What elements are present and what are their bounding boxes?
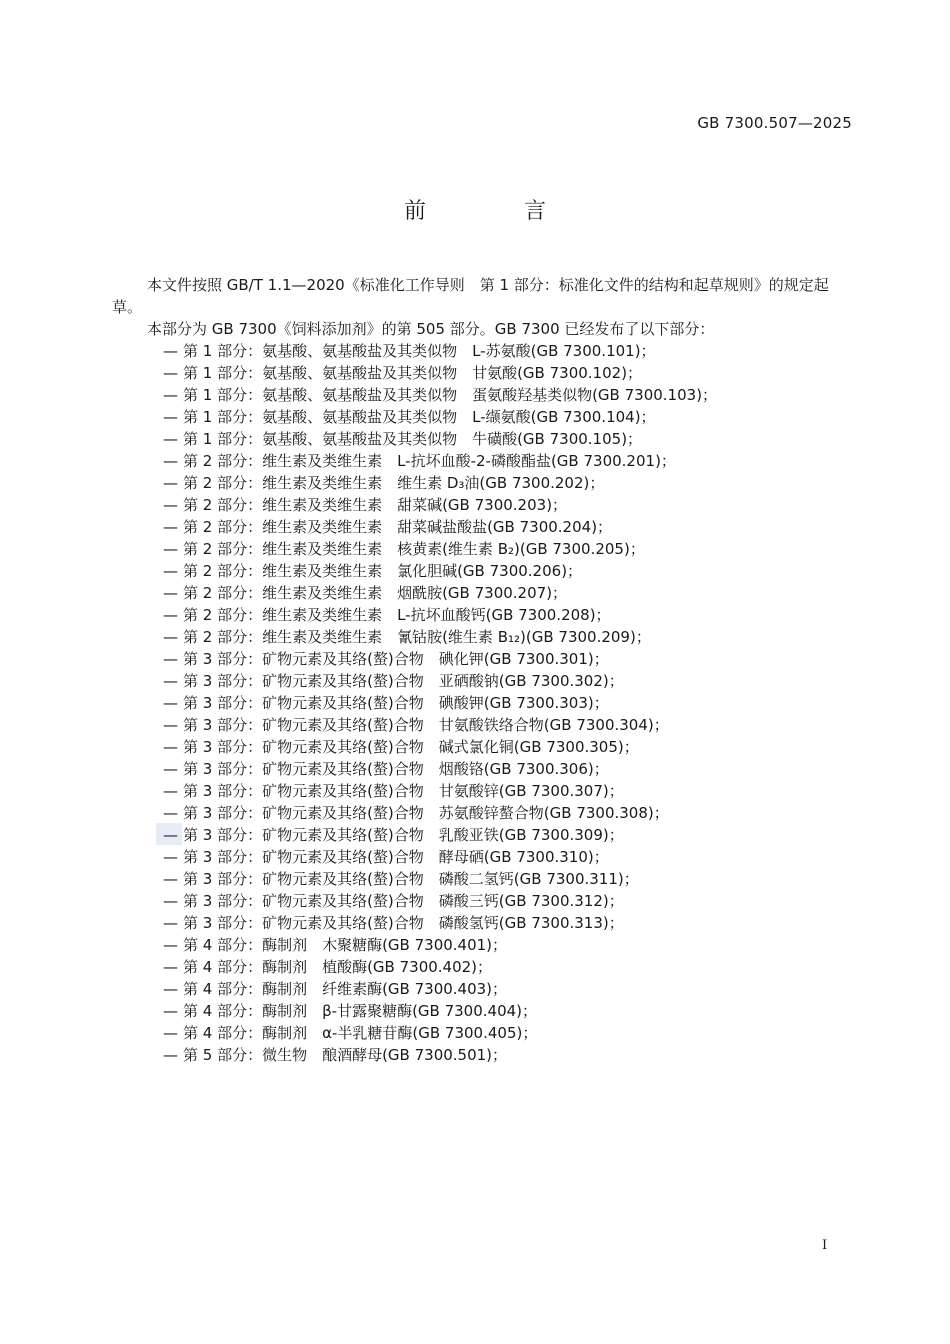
- list-item-text: 第 3 部分：矿物元素及其络(螯)合物 甘氨酸铁络合物(GB 7300.304)；: [183, 716, 669, 734]
- intro-paragraph-1: 本文件按照 GB/T 1.1—2020《标准化工作导则 第 1 部分：标准化文件的结构和起草规则》的规定起草。: [112, 276, 829, 316]
- list-dash: —: [163, 760, 178, 778]
- foreword-body: [112, 274, 840, 1066]
- list-dash: —: [163, 826, 178, 844]
- list-item: [112, 604, 840, 626]
- list-item-text: 第 3 部分：矿物元素及其络(螯)合物 乳酸亚铁(GB 7300.309)；: [183, 826, 624, 844]
- list-dash: —: [163, 694, 178, 712]
- list-dash: —: [163, 1046, 178, 1064]
- list-item-text: 第 2 部分：维生素及类维生素 L-抗坏血酸-2-磷酸酯盐(GB 7300.201)；: [183, 452, 676, 470]
- list-item-text: 第 5 部分：微生物 酿酒酵母(GB 7300.501)；: [183, 1046, 508, 1064]
- list-dash: —: [163, 474, 178, 492]
- list-item-text: 第 2 部分：维生素及类维生素 氰钴胺(维生素 B₁₂)(GB 7300.209)；: [183, 628, 651, 646]
- list-dash: —: [163, 496, 178, 514]
- list-item-text: 第 2 部分：维生素及类维生素 L-抗坏血酸钙(GB 7300.208)；: [183, 606, 611, 624]
- list-item: [112, 626, 840, 648]
- list-dash: —: [163, 782, 178, 800]
- list-dash: —: [163, 958, 178, 976]
- list-dash: —: [163, 1002, 178, 1020]
- standard-code: GB 7300.507—2025: [697, 114, 852, 132]
- list-item: [112, 516, 840, 538]
- list-item-text: 第 3 部分：矿物元素及其络(螯)合物 甘氨酸锌(GB 7300.307)；: [183, 782, 624, 800]
- list-item-text: 第 2 部分：维生素及类维生素 核黄素(维生素 B₂)(GB 7300.205)；: [183, 540, 645, 558]
- list-item: [112, 560, 840, 582]
- list-item-text: 第 2 部分：维生素及类维生素 甜菜碱盐酸盐(GB 7300.204)；: [183, 518, 613, 536]
- intro-paragraph-2: 本部分为 GB 7300《饲料添加剂》的第 505 部分。GB 7300 已经发布了以下部分：: [147, 320, 715, 338]
- list-item-text: 第 4 部分：酶制剂 α-半乳糖苷酶(GB 7300.405)；: [183, 1024, 538, 1042]
- list-dash: —: [163, 408, 178, 426]
- list-dash: —: [163, 1024, 178, 1042]
- list-dash: —: [163, 870, 178, 888]
- list-item: [112, 736, 840, 758]
- list-item-text: 第 3 部分：矿物元素及其络(螯)合物 磷酸氢钙(GB 7300.313)；: [183, 914, 624, 932]
- list-item-text: 第 4 部分：酶制剂 木聚糖酶(GB 7300.401)；: [183, 936, 508, 954]
- list-item: [112, 912, 840, 934]
- list-item: [112, 956, 840, 978]
- list-item: [112, 1022, 840, 1044]
- list-dash: —: [163, 386, 178, 404]
- list-item-text: 第 3 部分：矿物元素及其络(螯)合物 磷酸三钙(GB 7300.312)；: [183, 892, 624, 910]
- list-item: [112, 428, 840, 450]
- list-item-text: 第 3 部分：矿物元素及其络(螯)合物 碘酸钾(GB 7300.303)；: [183, 694, 609, 712]
- list-dash: —: [163, 672, 178, 690]
- list-item-text: 第 3 部分：矿物元素及其络(螯)合物 酵母硒(GB 7300.310)；: [183, 848, 609, 866]
- list-item-text: 第 1 部分：氨基酸、氨基酸盐及其类似物 甘氨酸(GB 7300.102)；: [183, 364, 643, 382]
- page-number: I: [822, 1238, 828, 1253]
- list-item-text: 第 3 部分：矿物元素及其络(螯)合物 碘化钾(GB 7300.301)；: [183, 650, 609, 668]
- list-item-text: 第 3 部分：矿物元素及其络(螯)合物 碱式氯化铜(GB 7300.305)；: [183, 738, 639, 756]
- list-item-text: 第 1 部分：氨基酸、氨基酸盐及其类似物 牛磺酸(GB 7300.105)；: [183, 430, 643, 448]
- list-item: [112, 648, 840, 670]
- list-item-text: 第 3 部分：矿物元素及其络(螯)合物 磷酸二氢钙(GB 7300.311)；: [183, 870, 639, 888]
- list-item-text: 第 4 部分：酶制剂 β-甘露聚糖酶(GB 7300.404)；: [183, 1002, 538, 1020]
- list-item: [112, 868, 840, 890]
- list-item: [112, 1044, 840, 1066]
- list-dash: —: [163, 892, 178, 910]
- list-item-text: 第 4 部分：酶制剂 植酸酶(GB 7300.402)；: [183, 958, 493, 976]
- list-item: [112, 582, 840, 604]
- list-dash: —: [163, 540, 178, 558]
- list-item: [112, 824, 840, 846]
- list-item: [112, 494, 840, 516]
- list-item: [112, 846, 840, 868]
- list-item: [112, 450, 840, 472]
- list-item: [112, 406, 840, 428]
- list-dash: —: [163, 936, 178, 954]
- list-dash: —: [163, 980, 178, 998]
- list-item: [112, 758, 840, 780]
- list-item: [112, 340, 840, 362]
- list-dash: —: [163, 848, 178, 866]
- list-dash: —: [163, 364, 178, 382]
- list-item: [112, 384, 840, 406]
- list-dash: —: [163, 804, 178, 822]
- list-item: [112, 670, 840, 692]
- list-item-text: 第 1 部分：氨基酸、氨基酸盐及其类似物 L-缬氨酸(GB 7300.104)；: [183, 408, 656, 426]
- page-title: 前 言: [403, 199, 584, 224]
- list-dash: —: [163, 518, 178, 536]
- list-item: [112, 978, 840, 1000]
- list-item: [112, 890, 840, 912]
- list-dash: —: [163, 562, 178, 580]
- list-item: [112, 692, 840, 714]
- list-item-text: 第 3 部分：矿物元素及其络(螯)合物 烟酸铬(GB 7300.306)；: [183, 760, 609, 778]
- list-dash: —: [163, 738, 178, 756]
- list-dash: —: [163, 606, 178, 624]
- list-item: [112, 802, 840, 824]
- list-item: [112, 472, 840, 494]
- list-item: [112, 538, 840, 560]
- list-item-text: 第 4 部分：酶制剂 纤维素酶(GB 7300.403)；: [183, 980, 508, 998]
- list-dash: —: [163, 584, 178, 602]
- list-dash: —: [163, 452, 178, 470]
- list-item: [112, 714, 840, 736]
- list-item: [112, 1000, 840, 1022]
- list-dash: —: [163, 914, 178, 932]
- list-dash: —: [163, 650, 178, 668]
- list-item-text: 第 1 部分：氨基酸、氨基酸盐及其类似物 蛋氨酸羟基类似物(GB 7300.103)；: [183, 386, 718, 404]
- parts-list: [112, 340, 840, 1066]
- list-dash: —: [163, 430, 178, 448]
- list-item-text: 第 3 部分：矿物元素及其络(螯)合物 苏氨酸锌螯合物(GB 7300.308)；: [183, 804, 669, 822]
- list-item-text: 第 1 部分：氨基酸、氨基酸盐及其类似物 L-苏氨酸(GB 7300.101)；: [183, 342, 656, 360]
- list-item: [112, 780, 840, 802]
- list-item: [112, 934, 840, 956]
- list-item-text: 第 3 部分：矿物元素及其络(螯)合物 亚硒酸钠(GB 7300.302)；: [183, 672, 624, 690]
- list-dash: —: [163, 716, 178, 734]
- list-item-text: 第 2 部分：维生素及类维生素 甜菜碱(GB 7300.203)；: [183, 496, 568, 514]
- list-item-text: 第 2 部分：维生素及类维生素 维生素 D₃油(GB 7300.202)；: [183, 474, 605, 492]
- list-dash: —: [163, 342, 178, 360]
- list-item-text: 第 2 部分：维生素及类维生素 氯化胆碱(GB 7300.206)；: [183, 562, 583, 580]
- list-item: [112, 362, 840, 384]
- list-dash: —: [163, 628, 178, 646]
- list-item-text: 第 2 部分：维生素及类维生素 烟酰胺(GB 7300.207)；: [183, 584, 568, 602]
